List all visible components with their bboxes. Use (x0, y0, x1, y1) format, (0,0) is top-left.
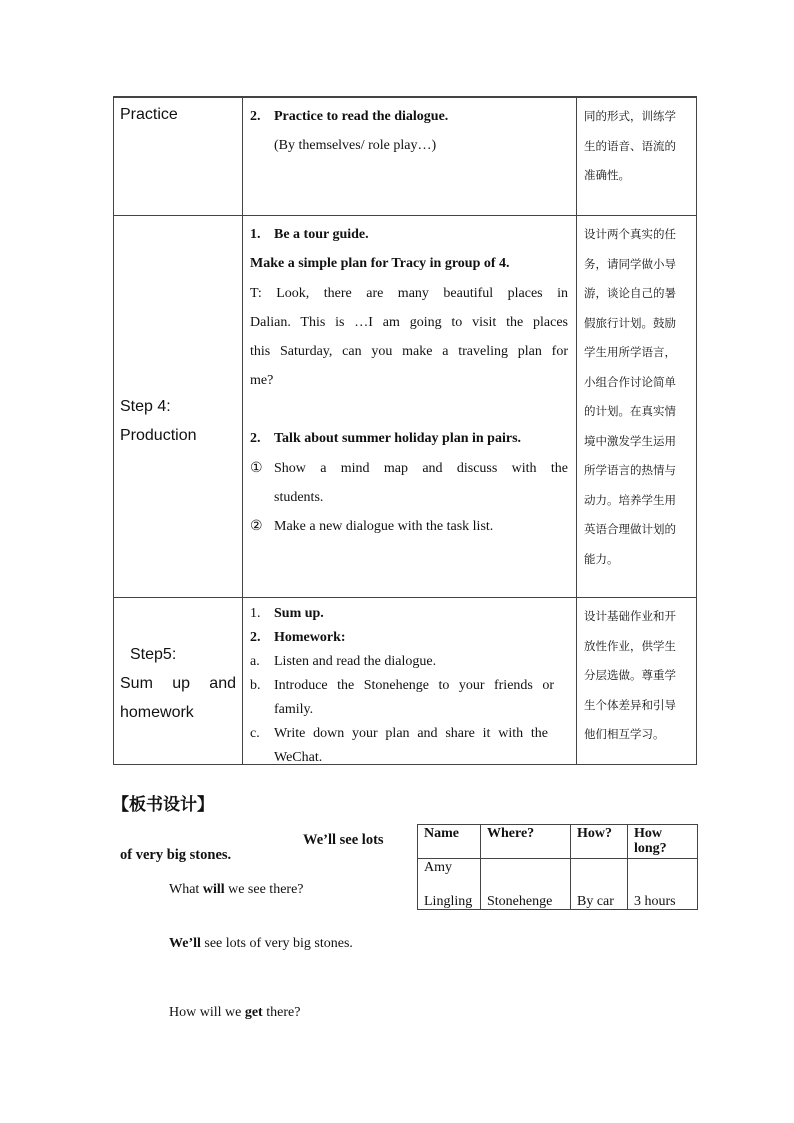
task-item: Be a tour guide. (274, 227, 369, 242)
teacher-line: T: Look, there are many beautiful places in (250, 286, 568, 301)
keyword: will (202, 882, 225, 897)
step-label: Sum up and (120, 675, 236, 692)
column-header: How long? (628, 825, 698, 859)
board-question (169, 875, 304, 904)
table-header-row (418, 825, 698, 859)
teaching-note (584, 102, 694, 191)
column-header: How? (571, 825, 628, 859)
item-number: 1. (250, 227, 261, 242)
step-label: homework (120, 704, 194, 721)
item-number: 1. (250, 606, 261, 621)
column-header: Where? (481, 825, 571, 859)
board-line: We’ll see lots (303, 832, 384, 848)
column-header: Name (418, 825, 481, 859)
note-line: 动力。培养学生用 (584, 492, 676, 507)
teaching-note (584, 220, 694, 574)
task-item: Talk about summer holiday plan in pairs. (274, 431, 522, 446)
board-question (169, 998, 300, 1027)
item-number: 2. (250, 630, 261, 645)
sub-step: students. (274, 490, 324, 505)
teacher-line: Dalian. This is …I am going to visit the places (250, 315, 568, 330)
practice-row (114, 97, 696, 215)
practice-detail: (By themselves/ role play…) (274, 138, 437, 153)
note-line: 生个体差异和引导 (584, 697, 676, 712)
step-label: Practice (120, 106, 178, 123)
note-line: 游，谈论自己的暑 (584, 286, 676, 300)
note-line: 他们相互学习。 (584, 727, 665, 741)
note-line: 能力。 (584, 551, 619, 566)
how-value: By car (577, 894, 614, 909)
homework-row (114, 597, 696, 766)
note-line: 生的语音、语流的 (584, 138, 676, 153)
task-plan-line: Make a simple plan for Tracy in group of 4. (250, 256, 510, 271)
step-label: Production (120, 427, 197, 444)
note-line: 放性作业，供学生 (584, 638, 676, 653)
board-answer (169, 929, 353, 958)
production-row (114, 215, 696, 597)
board-line: of very big stones. (120, 847, 232, 863)
note-line: 英语合理做计划的 (584, 522, 676, 536)
list-marker: c. (250, 726, 260, 741)
homework-item: WeChat. (274, 750, 323, 765)
practice-item: Practice to read the dialogue. (274, 109, 449, 124)
table-cell (418, 859, 481, 910)
note-line: 的计划。在真实情 (584, 404, 676, 418)
note-line: 同的形式，训练学 (584, 109, 676, 123)
note-line: 假旅行计划。鼓励 (584, 315, 676, 330)
text-fragment: we see there? (224, 882, 304, 897)
list-marker: a. (250, 654, 260, 669)
name-value: Lingling (424, 894, 473, 909)
step-label: Step5: (130, 646, 177, 663)
travel-plan-table (417, 824, 698, 910)
note-line: 准确性。 (584, 168, 630, 182)
lesson-plan-table (113, 96, 697, 765)
where-value: Stonehenge (487, 894, 553, 909)
homework-item: Listen and read the dialogue. (274, 654, 437, 669)
teaching-note (584, 602, 694, 750)
note-line: 所学语言的热情与 (584, 463, 676, 477)
homework-item: Write down your plan and share it with the (274, 726, 548, 741)
note-line: 设计基础作业和开 (584, 609, 676, 623)
item-number: 2. (250, 431, 261, 446)
teacher-line: me? (250, 373, 274, 388)
homework-item: family. (274, 702, 314, 717)
summary-item: Sum up. (274, 606, 324, 621)
table-row (418, 859, 698, 910)
list-marker: b. (250, 678, 261, 693)
text-fragment: there? (262, 1005, 301, 1020)
note-line: 境中激发学生运用 (584, 433, 676, 448)
text-fragment: How will we (169, 1005, 245, 1020)
table-cell (571, 859, 628, 910)
name-value: Amy (424, 860, 452, 875)
item-number: 2. (250, 109, 261, 124)
table-cell (628, 859, 698, 910)
homework-item: Introduce the Stonehenge to your friends or (274, 678, 554, 693)
teacher-line: this Saturday, can you make a traveling plan for (250, 344, 568, 359)
note-line: 分层选做。尊重学 (584, 668, 676, 682)
note-line: 学生用所学语言， (584, 345, 676, 359)
homework-heading: Homework: (274, 630, 346, 645)
how-long-value: 3 hours (634, 894, 676, 909)
table-cell (481, 859, 571, 910)
text-fragment: see lots of very big stones. (200, 936, 353, 951)
note-line: 务，请同学做小导 (584, 256, 676, 271)
board-design-title: 【板书设计】 (112, 795, 214, 815)
keyword: We’ll (169, 936, 201, 951)
sub-step: Show a mind map and discuss with the (274, 461, 568, 476)
step-label: Step 4: (120, 398, 171, 415)
sub-step: Make a new dialogue with the task list. (274, 519, 494, 534)
circled-number: ① (250, 461, 263, 476)
text-fragment: What (169, 882, 203, 897)
keyword: get (244, 1005, 263, 1020)
circled-number: ② (250, 519, 263, 534)
note-line: 设计两个真实的任 (584, 227, 676, 241)
note-line: 小组合作讨论简单 (584, 374, 676, 389)
